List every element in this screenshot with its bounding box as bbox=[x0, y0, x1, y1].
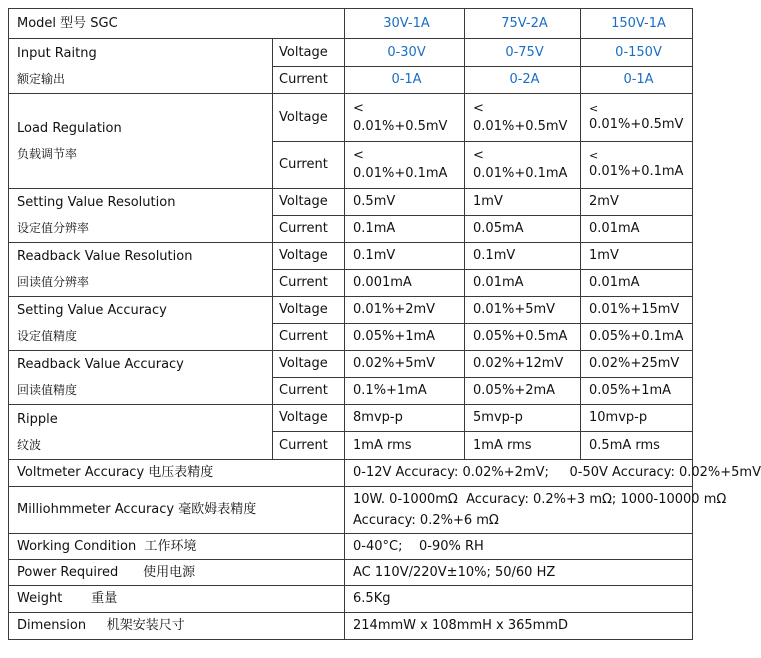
table-row bbox=[9, 39, 693, 67]
value-cell: 0.05mA bbox=[465, 216, 581, 243]
param-current: Current bbox=[273, 142, 345, 189]
table-row bbox=[9, 487, 693, 534]
row-label-readacc bbox=[9, 351, 273, 405]
table-row bbox=[9, 297, 693, 324]
table-row bbox=[9, 189, 693, 216]
row-label-load bbox=[9, 94, 273, 189]
label-cn: 回读值分辨率 bbox=[17, 275, 90, 289]
value-cell: 0-75V bbox=[465, 39, 581, 67]
param-current: Current bbox=[273, 270, 345, 297]
value-cell: 1mV bbox=[465, 189, 581, 216]
row-label-setres bbox=[9, 189, 273, 243]
value-cell: < 0.01%+0.5mV bbox=[465, 94, 581, 142]
value-cell: 0.01%+5mV bbox=[465, 297, 581, 324]
row-label-input bbox=[9, 39, 273, 94]
param-voltage: Voltage bbox=[273, 94, 345, 142]
table-row bbox=[9, 586, 693, 613]
value-cell: 0.05%+1mA bbox=[345, 324, 465, 351]
value-cell: 0.02%+5mV bbox=[345, 351, 465, 378]
param-voltage: Voltage bbox=[273, 39, 345, 67]
value-cell: < 0.01%+0.1mA bbox=[465, 142, 581, 189]
value-cell: 0.5mA rms bbox=[581, 432, 693, 460]
value-cell: 0.01mA bbox=[581, 270, 693, 297]
label-cn: 设定值分辨率 bbox=[17, 221, 90, 235]
value-text: 0.01%+0.1mA bbox=[589, 164, 684, 179]
row-label-setacc bbox=[9, 297, 273, 351]
model-header: 75V-2A bbox=[465, 9, 581, 39]
value-cell: 0.5mV bbox=[345, 189, 465, 216]
row-label-readres bbox=[9, 243, 273, 297]
value-cell: 0.05%+2mA bbox=[465, 378, 581, 405]
value-cell: 0-12V Accuracy: 0.02%+2mV; 0-50V Accuracy: 0.02%+5mV bbox=[345, 460, 693, 487]
param-current: Current bbox=[273, 378, 345, 405]
value-cell: 0.001mA bbox=[345, 270, 465, 297]
value-cell: 0.05%+1mA bbox=[581, 378, 693, 405]
value-cell: 0.02%+12mV bbox=[465, 351, 581, 378]
label-en: Setting Value Accuracy bbox=[17, 303, 167, 318]
value-cell: 1mV bbox=[581, 243, 693, 270]
value-cell: 10mvp-p bbox=[581, 405, 693, 432]
row-label-working: Working Condition 工作环境 bbox=[9, 534, 345, 560]
row-label-power: Power Required 使用电源 bbox=[9, 560, 345, 586]
spec-table bbox=[8, 8, 761, 640]
table-row bbox=[9, 405, 693, 432]
value-cell: 0.01%+2mV bbox=[345, 297, 465, 324]
value-cell: 1mA rms bbox=[465, 432, 581, 460]
label-en: Readback Value Accuracy bbox=[17, 357, 184, 372]
value-cell: 0.05%+0.5mA bbox=[465, 324, 581, 351]
value-cell: < 0.01%+0.1mA bbox=[345, 142, 465, 189]
row-label-ripple bbox=[9, 405, 273, 460]
table-row bbox=[9, 613, 693, 640]
label-en: Ripple bbox=[17, 411, 58, 427]
less-than-sign: < bbox=[589, 101, 599, 115]
label-en: Readback Value Resolution bbox=[17, 249, 193, 264]
value-cell bbox=[345, 487, 727, 534]
value-text: 0.01%+0.5mV bbox=[589, 116, 684, 132]
row-label-milliohm: Milliohmmeter Accuracy 毫欧姆表精度 bbox=[9, 487, 345, 534]
model-header: 30V-1A bbox=[345, 9, 465, 39]
label-cn: 额定输出 bbox=[17, 71, 66, 86]
value-cell bbox=[581, 94, 693, 142]
value-line: Accuracy: 0.2%+6 mΩ bbox=[353, 513, 499, 528]
table-row bbox=[9, 351, 693, 378]
value-cell: 214mmW x 108mmH x 365mmD bbox=[345, 613, 693, 640]
value-cell: 0.1mV bbox=[465, 243, 581, 270]
value-cell: 6.5Kg bbox=[345, 586, 693, 613]
param-current: Current bbox=[273, 324, 345, 351]
value-cell bbox=[581, 142, 693, 189]
label-en: Load Regulation bbox=[17, 120, 122, 136]
header-row bbox=[9, 9, 693, 39]
param-voltage: Voltage bbox=[273, 243, 345, 270]
less-than-sign: < bbox=[589, 149, 599, 162]
model-label: Model 型号 SGC bbox=[9, 9, 345, 39]
param-voltage: Voltage bbox=[273, 189, 345, 216]
label-en: Setting Value Resolution bbox=[17, 195, 176, 210]
label-cn: 负载调节率 bbox=[17, 146, 78, 161]
value-line: 10W. 0-1000mΩ Accuracy: 0.2%+3 mΩ; 1000-10000 mΩ bbox=[353, 492, 727, 507]
value-cell: 0.01mA bbox=[465, 270, 581, 297]
param-voltage: Voltage bbox=[273, 297, 345, 324]
row-label-dimension: Dimension 机架安装尺寸 bbox=[9, 613, 345, 640]
param-voltage: Voltage bbox=[273, 405, 345, 432]
label-cn: 纹波 bbox=[17, 437, 42, 452]
value-cell: 5mvp-p bbox=[465, 405, 581, 432]
value-cell: 0.01%+15mV bbox=[581, 297, 693, 324]
param-current: Current bbox=[273, 67, 345, 94]
value-cell: 0-30V bbox=[345, 39, 465, 67]
value-cell: 0-150V bbox=[581, 39, 693, 67]
table-row bbox=[9, 460, 693, 487]
table-row bbox=[9, 243, 693, 270]
value-cell: 2mV bbox=[581, 189, 693, 216]
value-cell: AC 110V/220V±10%; 50/60 HZ bbox=[345, 560, 693, 586]
param-voltage: Voltage bbox=[273, 351, 345, 378]
value-cell: 0.1%+1mA bbox=[345, 378, 465, 405]
table-row bbox=[9, 94, 693, 142]
value-cell: 8mvp-p bbox=[345, 405, 465, 432]
param-current: Current bbox=[273, 432, 345, 460]
value-cell: 0-1A bbox=[345, 67, 465, 94]
value-cell: 0-40°C; 0-90% RH bbox=[345, 534, 693, 560]
value-cell: 0-2A bbox=[465, 67, 581, 94]
table-row bbox=[9, 534, 693, 560]
value-cell: < 0.01%+0.5mV bbox=[345, 94, 465, 142]
row-label-voltmeter: Voltmeter Accuracy 电压表精度 bbox=[9, 460, 345, 487]
table-row bbox=[9, 560, 693, 586]
value-cell: 0.05%+0.1mA bbox=[581, 324, 693, 351]
label-cn: 设定值精度 bbox=[17, 329, 78, 343]
param-current: Current bbox=[273, 216, 345, 243]
row-label-weight: Weight 重量 bbox=[9, 586, 345, 613]
value-cell: 0.1mA bbox=[345, 216, 465, 243]
value-cell: 1mA rms bbox=[345, 432, 465, 460]
label-cn: 回读值精度 bbox=[17, 383, 78, 397]
label-en: Input Raitng bbox=[17, 45, 97, 61]
value-cell: 0.01mA bbox=[581, 216, 693, 243]
value-cell: 0.1mV bbox=[345, 243, 465, 270]
value-cell: 0.02%+25mV bbox=[581, 351, 693, 378]
model-header: 150V-1A bbox=[581, 9, 693, 39]
value-cell: 0-1A bbox=[581, 67, 693, 94]
